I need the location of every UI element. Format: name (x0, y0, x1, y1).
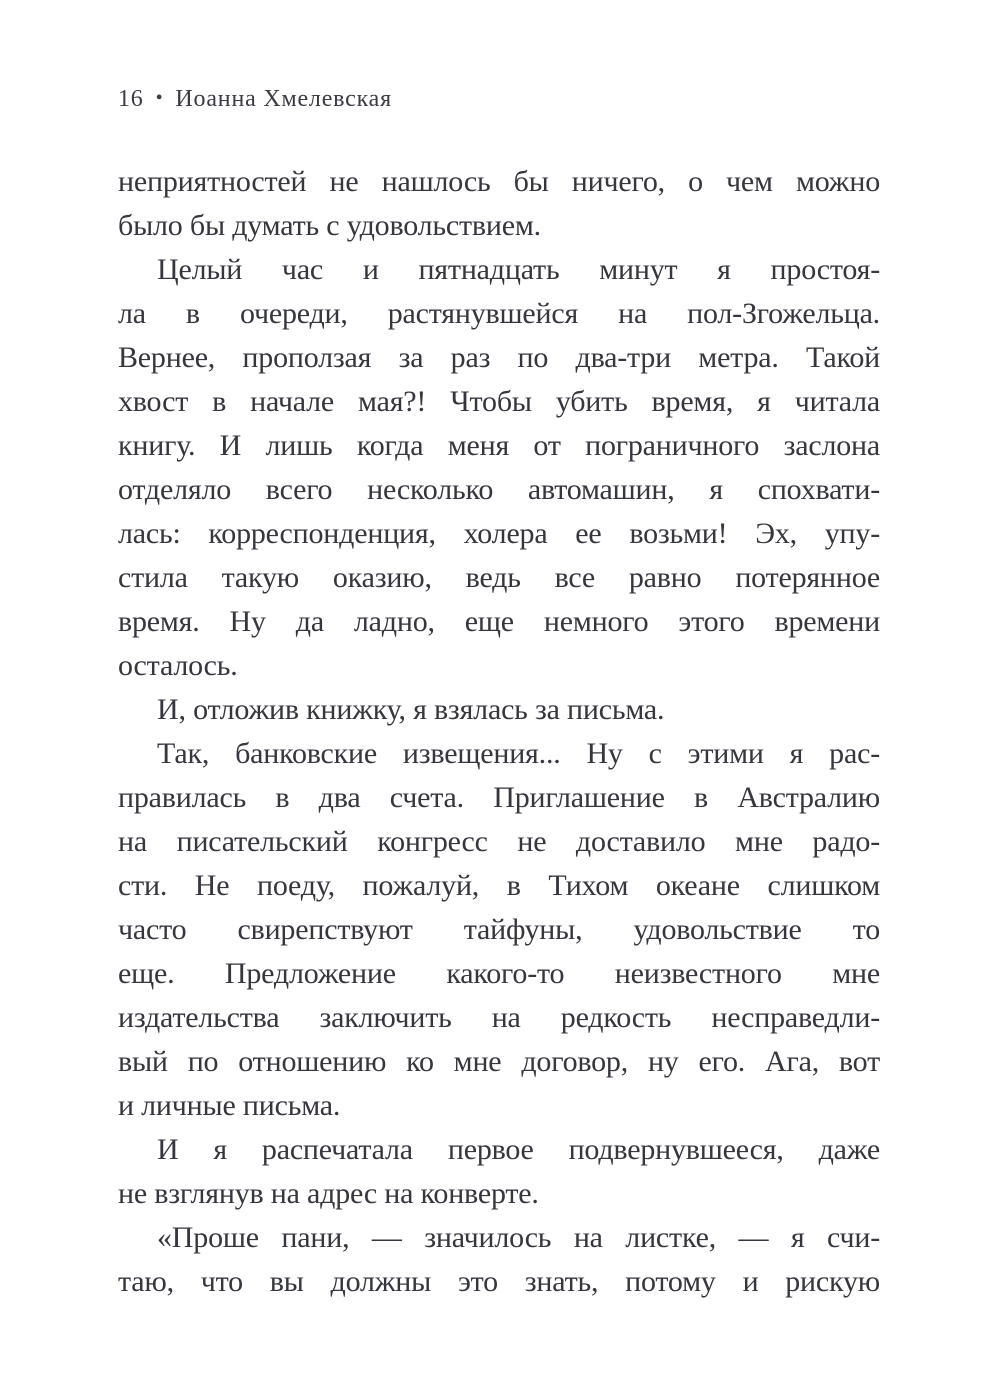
page-header (118, 86, 392, 113)
text-line: И, отложив книжку, я взялась за письма. (157, 693, 665, 726)
paragraph (118, 688, 880, 732)
text-line: лась: корреспонденция, холера ее возьми! Эх, упу- (118, 517, 880, 550)
text-line: неприятностей не нашлось бы ничего, о чем можно (118, 165, 880, 198)
text-line: на писательский конгресс не доставило мне радо- (118, 825, 880, 858)
page-text (118, 160, 880, 1304)
paragraph (118, 1128, 880, 1216)
text-line: еще. Предложение какого-то неизвестного мне (118, 957, 880, 990)
text-line: «Проше пани, — значилось на листке, — я счи- (157, 1221, 880, 1254)
text-line: часто свирепствуют тайфуны, удовольствие то (118, 913, 880, 946)
text-line: хвост в начале мая?! Чтобы убить время, я читала (118, 385, 880, 418)
text-line: Так, банковские извещения... Ну с этими я рас- (157, 737, 880, 770)
text-line: ла в очереди, растянувшейся на пол-Згожельца. (118, 297, 880, 330)
text-line: Вернее, проползая за раз по два-три метра. Такой (118, 341, 880, 374)
text-line: время. Ну да ладно, еще немного этого времени (118, 605, 880, 638)
text-line: Целый час и пятнадцать минут я простоя- (157, 253, 880, 286)
text-line: и личные письма. (118, 1089, 341, 1122)
text-line: И я распечатала первое подвернувшееся, даже (157, 1133, 880, 1166)
text-line: сти. Не поеду, пожалуй, в Тихом океане слишком (118, 869, 880, 902)
author-name: Иоанна Хмелевская (175, 86, 392, 112)
text-line: отделяло всего несколько автомашин, я спохвати- (118, 473, 880, 506)
text-line: вый по отношению ко мне договор, ну его. Ага, вот (118, 1045, 880, 1078)
paragraph (118, 1216, 880, 1304)
page-number: 16 (118, 86, 144, 112)
text-line: осталось. (118, 649, 238, 682)
text-line: стила такую оказию, ведь все равно потерянное (118, 561, 880, 594)
text-line: было бы думать с удовольствием. (118, 209, 541, 242)
text-line: не взглянув на адрес на конверте. (118, 1177, 539, 1210)
paragraph (118, 732, 880, 1128)
text-line: правилась в два счета. Приглашение в Австралию (118, 781, 880, 814)
text-line: таю, что вы должны это знать, потому и рискую (118, 1265, 880, 1298)
text-line: книгу. И лишь когда меня от пограничного заслона (118, 429, 880, 462)
paragraph (118, 160, 880, 248)
header-separator-dot: • (155, 87, 164, 109)
text-line: издательства заключить на редкость несправедли- (118, 1001, 880, 1034)
paragraph (118, 248, 880, 688)
